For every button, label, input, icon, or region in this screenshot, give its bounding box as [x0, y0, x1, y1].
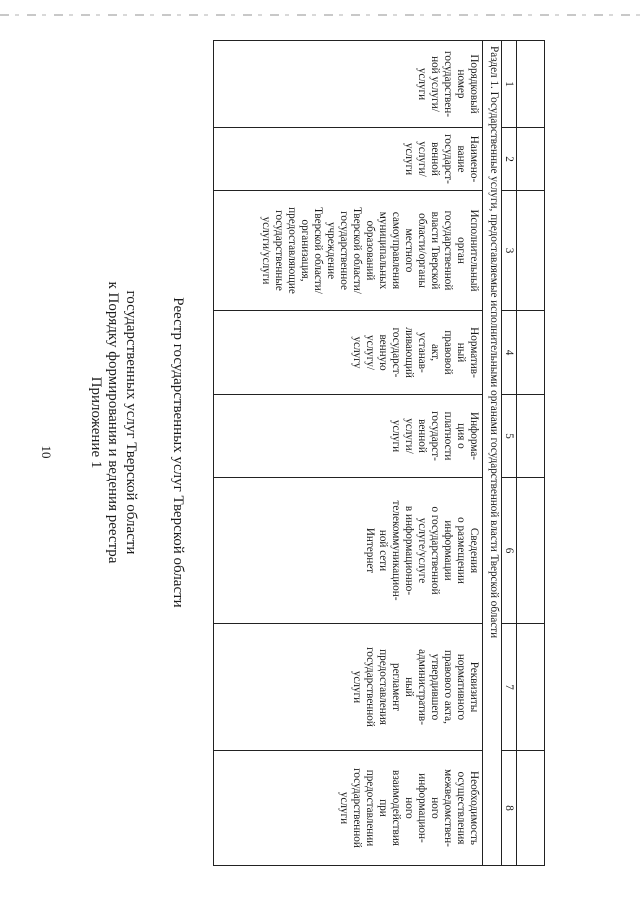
header-cell-service-name [214, 128, 483, 191]
header-text: Исполнительный орган государственной власти Тверской области/органы местного самоуправления муниципальных образований Тверской области/ государственное учреждение Тверской области/ организация, предоставляющие государственные услуги/услуги [260, 207, 480, 294]
table-cell [517, 751, 545, 866]
column-number: 6 [502, 478, 517, 624]
header-text: Наимено- вание государст- венной услуги/ услуги [403, 134, 480, 184]
table-cell [517, 395, 545, 478]
column-number: 2 [502, 128, 517, 191]
header-cell-interagency-need [214, 751, 483, 866]
column-number: 5 [502, 395, 517, 478]
header-cell-internet-info [214, 478, 483, 624]
column-number: 7 [502, 624, 517, 751]
appendix-heading-line-1: Приложение 1 [88, 376, 104, 469]
header-text: Норматив- ный правовой акт, устанав- ливающий государст- венную услугу/ услугу [351, 327, 480, 378]
registry-table [213, 40, 545, 866]
appendix-heading-line-3: государственных услуг Тверской области [123, 290, 139, 555]
header-text: Сведения о размещении информации о государственной услуге/услуге в информационно- телекоммуникацион- ной сети Интернет [364, 500, 480, 601]
header-text: Порядковый номер государствен- ной услуги/ услуги [416, 51, 480, 117]
table-cell [517, 41, 545, 128]
column-number: 4 [502, 311, 517, 395]
column-number: 3 [502, 191, 517, 311]
section-row [483, 41, 502, 866]
table-cell [517, 191, 545, 311]
header-cell-legal-act [214, 311, 483, 395]
header-cell-regulation-details [214, 624, 483, 751]
section-1-heading: Раздел 1. Государственные услуги, предоставляемые исполнительными органами государственной власти Тверской области [483, 41, 502, 866]
column-number-row [502, 41, 517, 866]
header-text: Информа- ция о платности государст- венной услуги/ услуги [390, 411, 480, 461]
header-cell-executive-body [214, 191, 483, 311]
column-number: 1 [502, 41, 517, 128]
header-cell-service-number [214, 41, 483, 128]
table-cell [517, 128, 545, 191]
header-text: Реквизиты нормативного правового акта, утвердившего административ- ный регламент предоставления государственной услуги [351, 647, 480, 727]
table-cell [517, 624, 545, 751]
table-cell [517, 311, 545, 395]
registry-title: Реестр государственных услуг Тверской области [170, 297, 186, 608]
table-cell [517, 478, 545, 624]
column-number: 8 [502, 751, 517, 866]
empty-table-row [517, 41, 545, 866]
table-header-row [214, 41, 483, 866]
header-cell-fee-info [214, 395, 483, 478]
appendix-heading-line-2: к Порядку формирования и ведения реестра [105, 281, 121, 564]
header-text: Необходимость осуществления межведомствен- ного информацион- ного взаимодействия при предоставлении государственной услуги [338, 768, 480, 848]
page-number: 10 [39, 445, 54, 459]
